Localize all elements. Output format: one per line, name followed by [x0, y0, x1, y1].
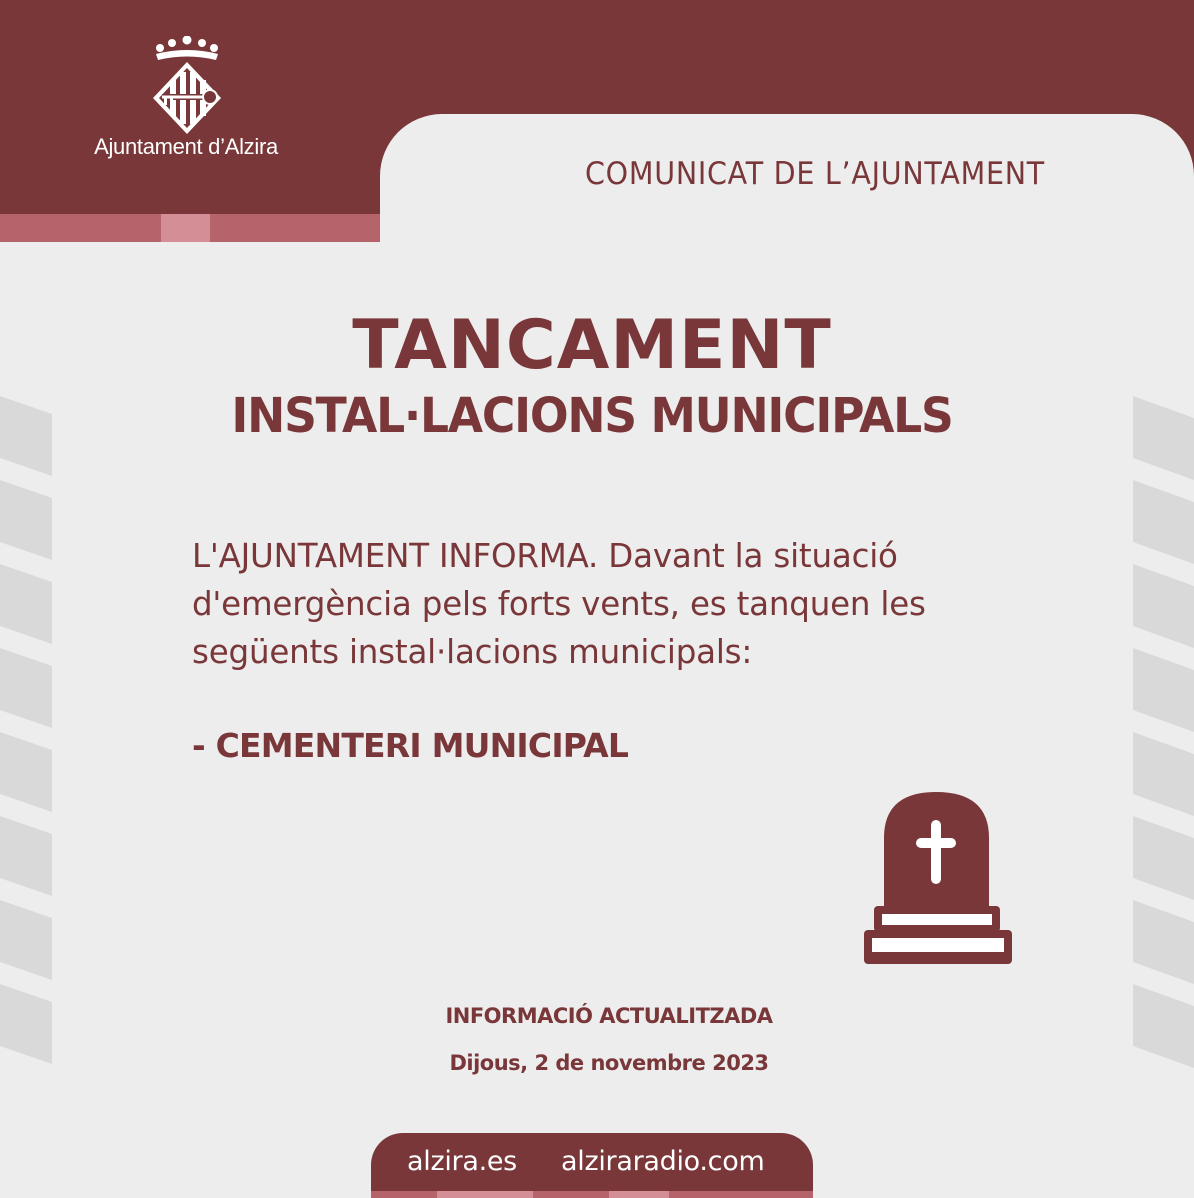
org-name: Ajuntament d’Alzira [94, 134, 278, 159]
update-label: INFORMACIÓ ACTUALITZADA [445, 1004, 773, 1028]
left-decorative-stripes [0, 396, 52, 1076]
ajuntament-logo [80, 36, 292, 166]
page-title: TANCAMENT [352, 306, 832, 385]
update-date: Dijous, 2 de novembre 2023 [449, 1051, 769, 1075]
header-stripe-accent [161, 214, 210, 242]
footer-stripe-accent [609, 1191, 669, 1198]
coat-of-arms-icon [148, 36, 226, 136]
footer-links-bar [371, 1133, 813, 1198]
right-decorative-stripes [1133, 396, 1194, 1076]
footer-link-alzira[interactable]: alzira.es [407, 1146, 517, 1177]
footer-link-alziraradio[interactable]: alziraradio.com [561, 1146, 765, 1177]
paragraph-line: d'emergència pels forts vents, es tanquen les [192, 585, 926, 623]
footer-stripe-accent [437, 1191, 533, 1198]
paragraph-line: L'AJUNTAMENT INFORMA. Davant la situació [192, 537, 898, 575]
tombstone-icon [862, 788, 1016, 968]
closed-facility-item: - CEMENTERI MUNICIPAL [192, 726, 629, 765]
announcement-paragraph [192, 532, 1052, 676]
page-subtitle: INSTAL·LACIONS MUNICIPALS [231, 388, 953, 444]
comunicat-heading: COMUNICAT DE L’AJUNTAMENT [585, 156, 1045, 192]
paragraph-line: següents instal·lacions municipals: [192, 633, 753, 671]
content-card-top [380, 114, 1194, 314]
